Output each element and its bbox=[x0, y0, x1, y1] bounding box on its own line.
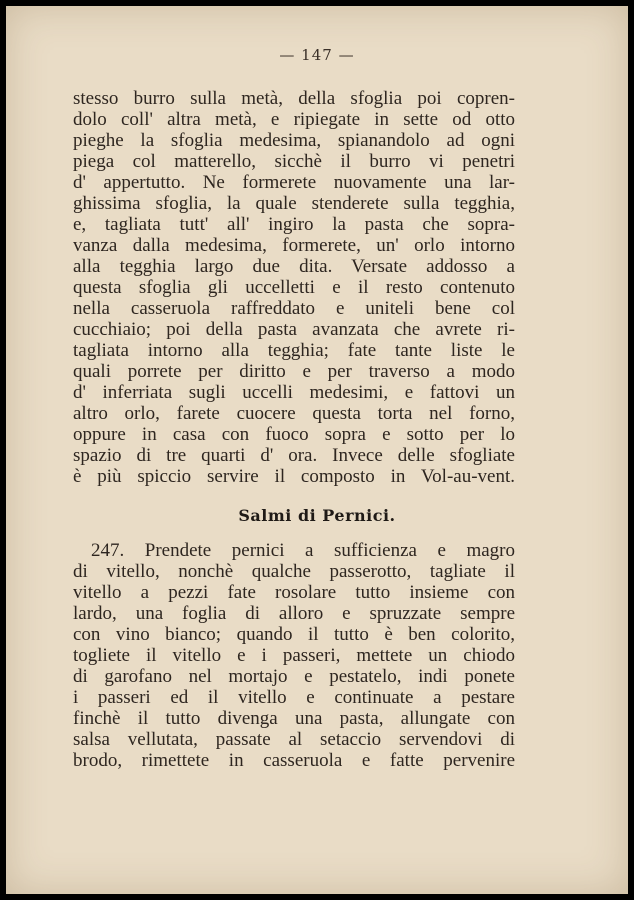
text-line: lardo, una foglia di alloro e spruzzate sempre bbox=[73, 603, 515, 624]
text-line: nella casseruola raffreddato e uniteli bene col bbox=[73, 298, 515, 319]
paragraph-2 bbox=[73, 540, 515, 771]
text-line: è più spiccio servire il composto in Vol-au-vent. bbox=[73, 466, 515, 487]
text-line: pieghe la sfoglia medesima, spianandolo ad ogni bbox=[73, 130, 515, 151]
text-line: 247. Prendete pernici a sufficienza e magro bbox=[91, 540, 515, 561]
text-line: togliete il vitello e i passeri, mettete un chiodo bbox=[73, 645, 515, 666]
text-line: di garofano nel mortajo e pestatelo, indi ponete bbox=[73, 666, 515, 687]
text-line: brodo, rimettete in casseruola e fatte pervenire bbox=[73, 750, 515, 771]
text-line: d' inferriata sugli uccelli medesimi, e fattovi un bbox=[73, 382, 515, 403]
text-line: tagliata intorno alla tegghia; fate tante liste le bbox=[73, 340, 515, 361]
text-line: salsa vellutata, passate al setaccio servendovi di bbox=[73, 729, 515, 750]
text-line: stesso burro sulla metà, della sfoglia poi copren- bbox=[73, 88, 515, 109]
text-line: cucchiaio; poi della pasta avanzata che avrete ri- bbox=[73, 319, 515, 340]
section-heading: Salmi di Pernici. bbox=[238, 506, 396, 525]
text-line: oppure in casa con fuoco sopra e sotto per lo bbox=[73, 424, 515, 445]
text-line: d' appertutto. Ne formerete nuovamente una lar- bbox=[73, 172, 515, 193]
text-line: altro orlo, farete cuocere questa torta nel forno, bbox=[73, 403, 515, 424]
text-line: alla tegghia largo due dita. Versate addosso a bbox=[73, 256, 515, 277]
text-line: spazio di tre quarti d' ora. Invece delle sfogliate bbox=[73, 445, 515, 466]
text-line: e, tagliata tutt' all' ingiro la pasta che sopra- bbox=[73, 214, 515, 235]
text-line: vanza dalla medesima, formerete, un' orlo intorno bbox=[73, 235, 515, 256]
text-line: ghissima sfoglia, la quale stenderete sulla tegghia, bbox=[73, 193, 515, 214]
text-line: quali porrete per diritto e per traverso a modo bbox=[73, 361, 515, 382]
text-line: finchè il tutto divenga una pasta, allungate con bbox=[73, 708, 515, 729]
text-line: piega col matterello, sicchè il burro vi penetri bbox=[73, 151, 515, 172]
text-line: con vino bianco; quando il tutto è ben colorito, bbox=[73, 624, 515, 645]
text-line: i passeri ed il vitello e continuate a pestare bbox=[73, 687, 515, 708]
text-line: dolo coll' altra metà, e ripiegate in sette od otto bbox=[73, 109, 515, 130]
text-line: di vitello, nonchè qualche passerotto, tagliate il bbox=[73, 561, 515, 582]
text-line: questa sfoglia gli uccelletti e il resto contenuto bbox=[73, 277, 515, 298]
text-line: vitello a pezzi fate rosolare tutto insieme con bbox=[73, 582, 515, 603]
paragraph-1 bbox=[73, 88, 515, 487]
page-number: — 147 — bbox=[279, 46, 355, 64]
